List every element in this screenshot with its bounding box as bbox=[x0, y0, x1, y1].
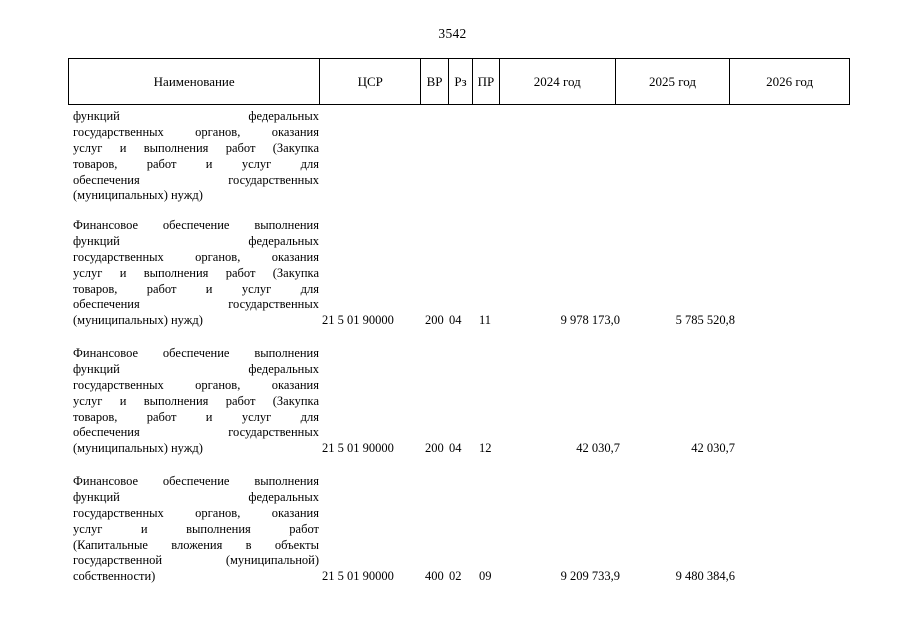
row-name-line: услуг и выполнения работ (Закупка bbox=[73, 393, 319, 408]
row-name-line: функций федеральных bbox=[73, 361, 319, 376]
cell-2025: 5 785 520,8 bbox=[675, 313, 735, 328]
row-name-line: государственных органов, оказания bbox=[73, 124, 319, 139]
row-name-line: Финансовое обеспечение выполнения bbox=[73, 346, 319, 360]
header-csr: ЦСР bbox=[319, 59, 420, 104]
row-name-line: услуг и выполнения работ bbox=[73, 521, 319, 536]
row-name-line: (муниципальных) нужд) bbox=[73, 313, 203, 328]
cell-vr: 400 bbox=[425, 569, 444, 584]
row-name-line: товаров, работ и услуг для bbox=[73, 156, 319, 171]
cell-2025: 9 480 384,6 bbox=[675, 569, 735, 584]
row-name-line: функций федеральных bbox=[73, 233, 319, 248]
cell-2024: 9 978 173,0 bbox=[560, 313, 620, 328]
cell-rz: 04 bbox=[449, 313, 462, 328]
page-number: 3542 bbox=[438, 26, 467, 41]
row-name-line: товаров, работ и услуг для bbox=[73, 281, 319, 296]
header-2026: 2026 год bbox=[729, 59, 849, 104]
cell-2024: 9 209 733,9 bbox=[560, 569, 620, 584]
cell-vr: 200 bbox=[425, 441, 444, 456]
row-name-line: (Капитальные вложения в объекты bbox=[73, 537, 319, 552]
row-name-line: государственной (муниципальной) bbox=[73, 553, 319, 568]
row-name-line: собственности) bbox=[73, 569, 156, 584]
cell-rz: 02 bbox=[449, 569, 462, 584]
row-name-line: обеспечения государственных bbox=[73, 425, 319, 440]
header-name: Наименование bbox=[153, 73, 235, 89]
row-name-line: Финансовое обеспечение выполнения bbox=[73, 474, 319, 488]
header-pr: ПР bbox=[472, 59, 499, 104]
row-name-line: (муниципальных) нужд) bbox=[73, 441, 203, 456]
header-2024: 2024 год bbox=[499, 59, 615, 104]
row-name-line: (муниципальных) нужд) bbox=[73, 188, 203, 203]
row-name-line: государственных органов, оказания bbox=[73, 505, 319, 520]
cell-pr: 09 bbox=[479, 569, 492, 584]
row-name-line: обеспечения государственных bbox=[73, 297, 319, 312]
cell-2024: 42 030,7 bbox=[576, 441, 620, 456]
cell-csr: 21 5 01 90000 bbox=[322, 569, 394, 584]
header-rz: Рз bbox=[448, 59, 472, 104]
cell-2025: 42 030,7 bbox=[691, 441, 735, 456]
row-name-line: Финансовое обеспечение выполнения bbox=[73, 218, 319, 232]
cell-csr: 21 5 01 90000 bbox=[322, 313, 394, 328]
row-name bbox=[73, 474, 319, 585]
cell-pr: 12 bbox=[479, 441, 492, 456]
cell-csr: 21 5 01 90000 bbox=[322, 441, 394, 456]
row-name-line: обеспечения государственных bbox=[73, 172, 319, 187]
row-name-line: государственных органов, оказания bbox=[73, 377, 319, 392]
header-2025: 2025 год bbox=[615, 59, 730, 104]
row-name bbox=[73, 109, 319, 204]
cell-pr: 11 bbox=[479, 313, 492, 328]
row-name-line: услуг и выполнения работ (Закупка bbox=[73, 140, 319, 155]
row-name-line: государственных органов, оказания bbox=[73, 249, 319, 264]
row-name bbox=[73, 218, 319, 329]
table-header bbox=[68, 58, 850, 105]
row-name-line: функций федеральных bbox=[73, 109, 319, 123]
row-name-line: услуг и выполнения работ (Закупка bbox=[73, 265, 319, 280]
header-vr: ВР bbox=[420, 59, 448, 104]
row-name-line: функций федеральных bbox=[73, 489, 319, 504]
cell-vr: 200 bbox=[425, 313, 444, 328]
row-name-line: товаров, работ и услуг для bbox=[73, 409, 319, 424]
row-name bbox=[73, 346, 319, 457]
cell-rz: 04 bbox=[449, 441, 462, 456]
